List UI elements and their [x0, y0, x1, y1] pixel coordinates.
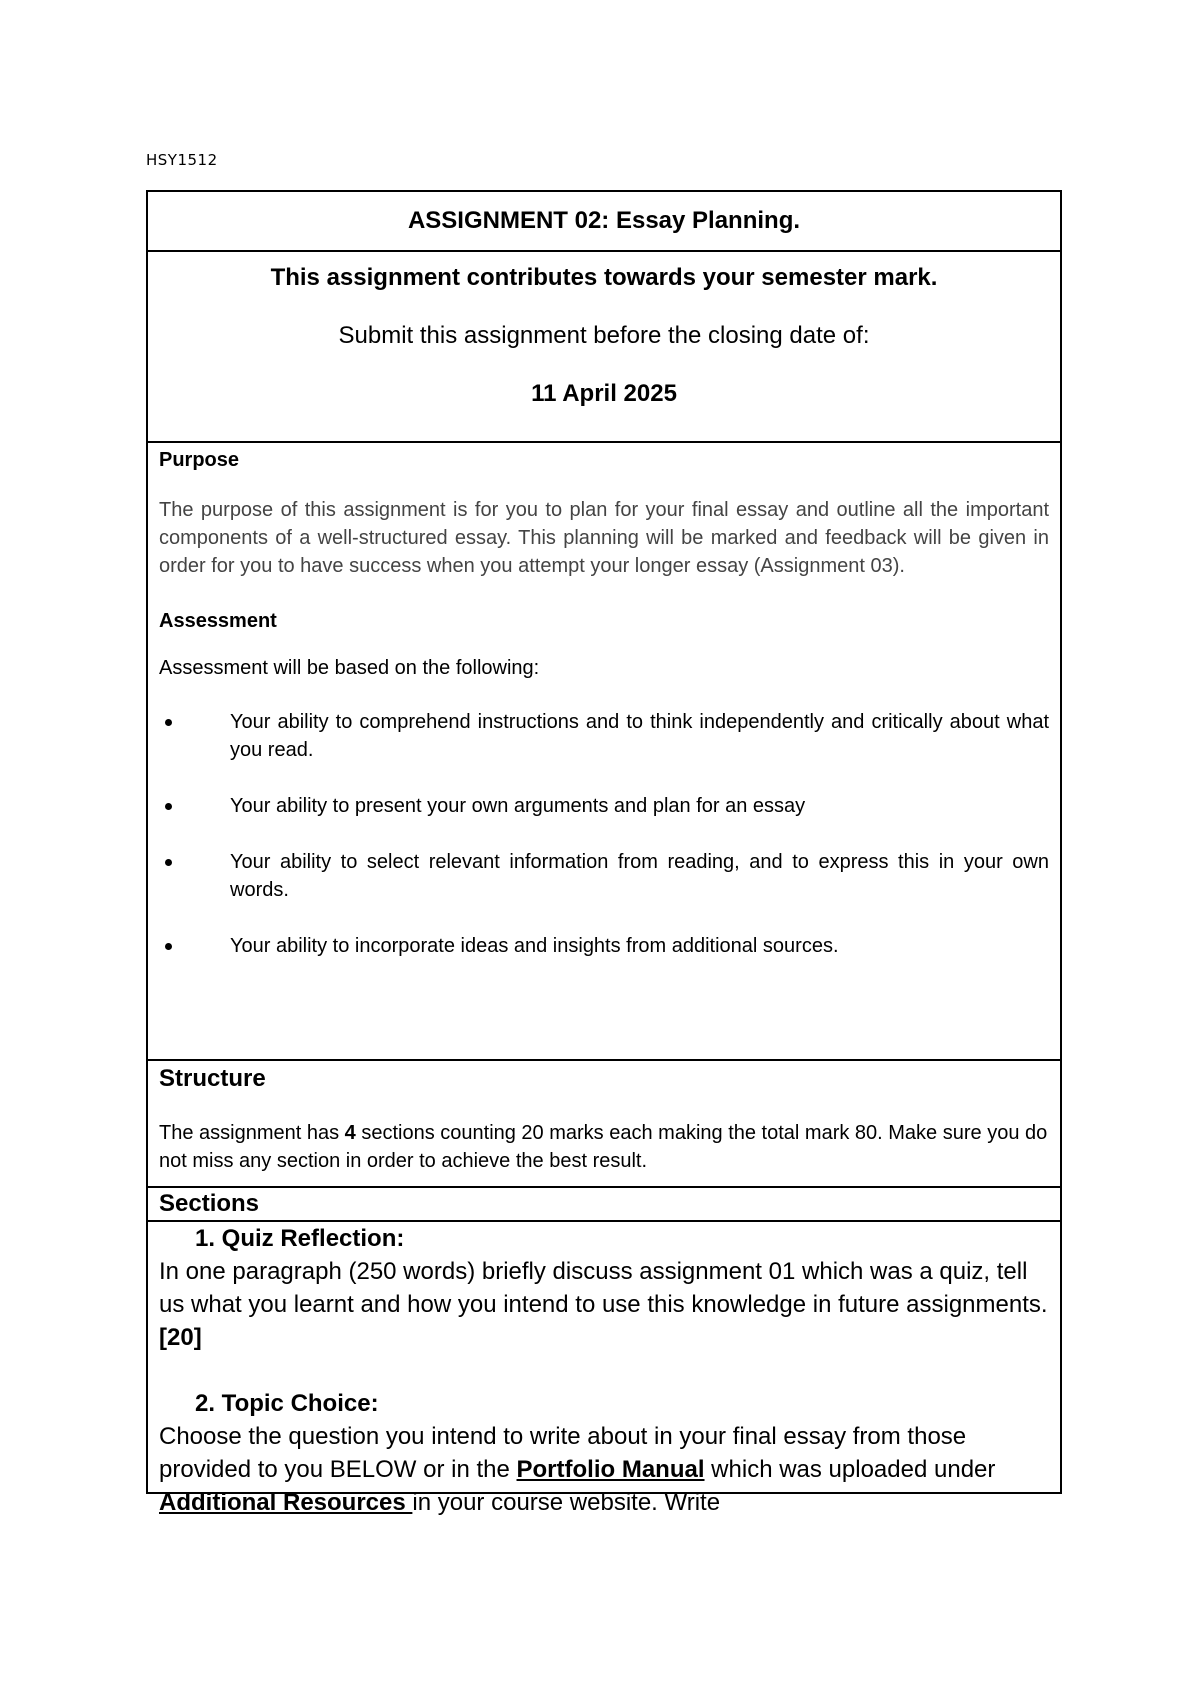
- structure-text: The assignment has 4 sections counting 20 marks each making the total mark 80. Make sure you do not miss any section in order to achieve the best result.: [159, 1122, 1048, 1172]
- section-1-title: 1. Quiz Reflection:: [195, 1225, 405, 1252]
- list-item-text: Your ability to select relevant information from reading, and to express this in your own words.: [230, 851, 1049, 901]
- list-item-text: Your ability to present your own arguments and plan for an essay: [230, 795, 806, 817]
- purpose-row: [148, 443, 1060, 1061]
- list-item: [159, 932, 1049, 960]
- assessment-list: [159, 708, 1049, 960]
- assessment-heading: Assessment: [159, 610, 277, 632]
- info-row: [148, 252, 1060, 443]
- structure-heading: Structure: [159, 1065, 266, 1092]
- structure-row: [148, 1061, 1060, 1188]
- bullet-icon: [165, 859, 172, 866]
- list-item-text: Your ability to incorporate ideas and insights from additional sources.: [230, 935, 839, 957]
- sections-heading: Sections: [159, 1190, 260, 1217]
- sections-count: 4: [344, 1122, 356, 1144]
- assessment-intro: Assessment will be based on the following:: [159, 657, 540, 679]
- portfolio-manual-link[interactable]: Portfolio Manual: [516, 1456, 705, 1483]
- list-item: [159, 792, 1049, 820]
- additional-resources-link[interactable]: Additional Resources: [159, 1489, 413, 1516]
- closing-date: 11 April 2025: [531, 380, 677, 407]
- course-code: HSY1512: [146, 151, 218, 169]
- submit-instruction: Submit this assignment before the closing date of:: [338, 322, 870, 349]
- section-1-text: In one paragraph (250 words) briefly discuss assignment 01 which was a quiz, tell us what you learnt and how you intend to use this knowledge in future assignments. [20]: [159, 1258, 1048, 1351]
- contribution-note: This assignment contributes towards your semester mark.: [270, 264, 938, 291]
- sections-heading-row: [148, 1188, 1060, 1222]
- section-1-marks: [20]: [159, 1324, 202, 1351]
- assignment-title: ASSIGNMENT 02: Essay Planning.: [407, 207, 801, 234]
- list-item-text: Your ability to comprehend instructions and to think independently and critically about what you read.: [230, 711, 1049, 761]
- bullet-icon: [165, 719, 172, 726]
- purpose-heading: Purpose: [159, 449, 240, 471]
- bullet-icon: [165, 943, 172, 950]
- assignment-table: [146, 190, 1062, 1516]
- bullet-icon: [165, 803, 172, 810]
- purpose-text: The purpose of this assignment is for you to plan for your final essay and outline all the important components of a well-structured essay. This planning will be marked and feedback will be given in order for you to have success when you attempt your longer essay (Assignment 03).: [159, 499, 1049, 577]
- title-row: [148, 192, 1060, 252]
- section-2-title: 2. Topic Choice:: [195, 1390, 379, 1417]
- section-2-text: Choose the question you intend to write about in your final essay from those provided to you BELOW or in the Portfolio Manual which was uploaded under Additional Resources in your course website. Write: [159, 1423, 996, 1516]
- list-item: [159, 708, 1049, 764]
- list-item: [159, 848, 1049, 904]
- sections-row: [148, 1222, 1060, 1516]
